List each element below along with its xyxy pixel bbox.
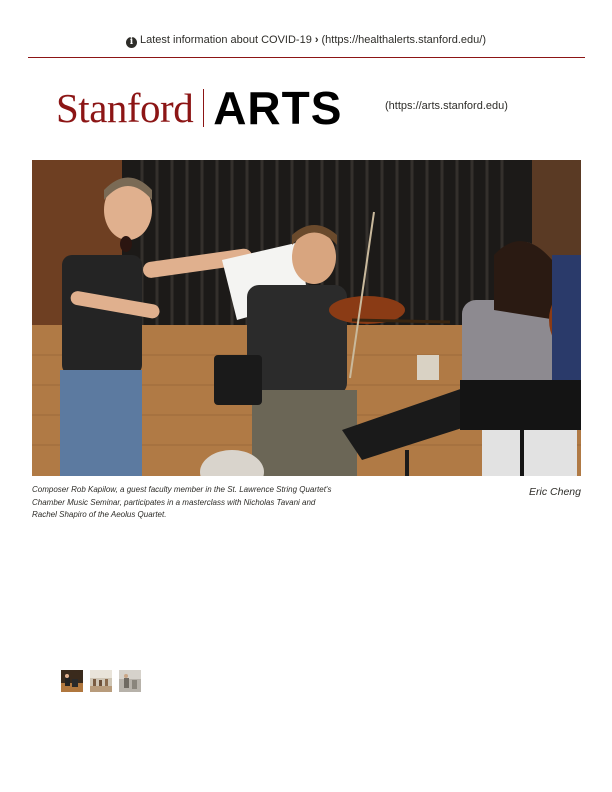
- thumbnail-strip: [61, 670, 141, 692]
- logo-divider: [203, 89, 204, 127]
- masterclass-photo-illustration: [32, 160, 581, 476]
- stanford-arts-logo[interactable]: [56, 84, 342, 132]
- header-divider: [28, 57, 585, 58]
- covid-alert-text[interactable]: Latest information about COVID-19: [140, 34, 312, 46]
- logo-stanford-wordmark: Stanford: [56, 85, 194, 131]
- chevron-right-icon: ›: [314, 34, 319, 46]
- logo-arts-wordmark: ARTS: [213, 82, 343, 134]
- photo-caption: Composer Rob Kapilow, a guest faculty member in the St. Lawrence String Quartet's Chamber Music Seminar, participates in a masterclass with Nicholas Tavani and Rachel Shapiro of the Aeolus Quartet.: [32, 485, 332, 519]
- covid-alert-banner[interactable]: [0, 34, 612, 48]
- photo-credit: Eric Cheng: [529, 486, 581, 498]
- info-icon: i: [126, 37, 137, 48]
- covid-alert-url[interactable]: (https://healthalerts.stanford.edu/): [321, 34, 486, 46]
- hero-photo: [32, 160, 581, 476]
- logo-link-url[interactable]: (https://arts.stanford.edu): [385, 100, 508, 112]
- thumbnail-3[interactable]: [119, 670, 141, 692]
- thumbnail-1[interactable]: [61, 670, 83, 692]
- thumbnail-2[interactable]: [90, 670, 112, 692]
